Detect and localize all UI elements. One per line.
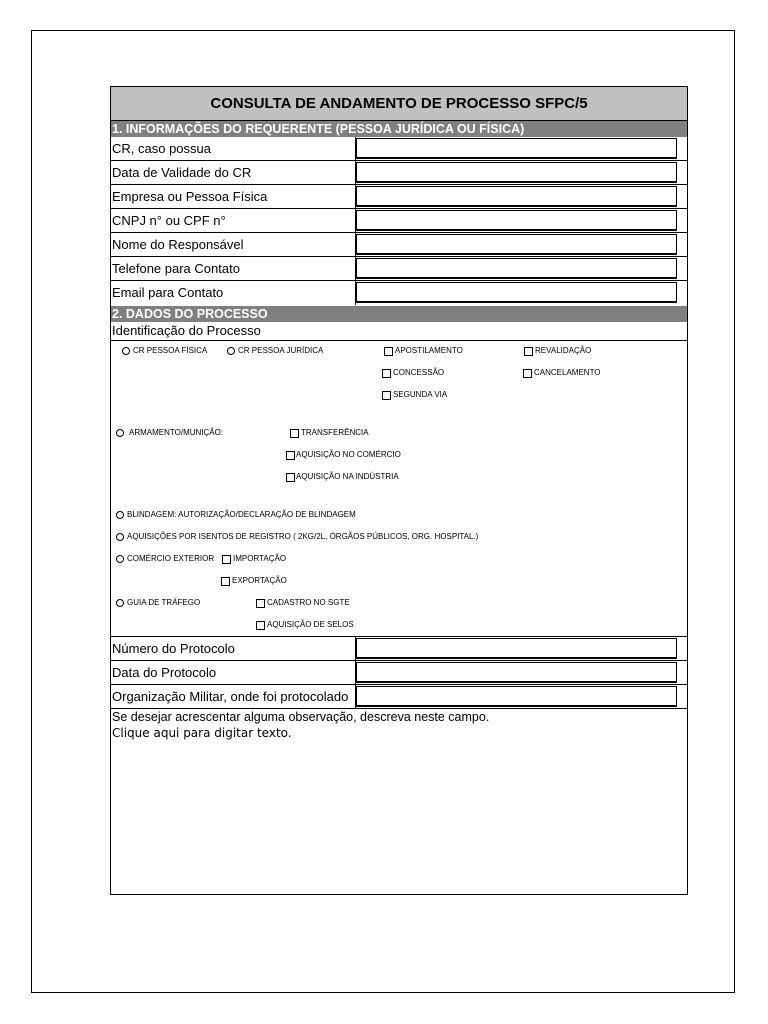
identification-label: Identificação do Processo	[112, 323, 261, 338]
form-title: CONSULTA DE ANDAMENTO DE PROCESSO SFPC/5	[111, 87, 687, 121]
option-label: SEGUNDA VIA	[393, 390, 448, 399]
radio-icon[interactable]	[227, 347, 235, 355]
option-cadastro-sgte[interactable]	[256, 598, 350, 608]
section-2-heading: 2. DADOS DO PROCESSO	[111, 306, 687, 322]
observation-instruction: Se desejar acrescentar alguma observação, descreva neste campo.	[112, 710, 490, 724]
option-label: BLINDAGEM: AUTORIZAÇÃO/DECLARAÇÃO DE BLINDAGEM	[127, 510, 356, 519]
checkbox-icon[interactable]	[382, 391, 391, 400]
option-label: CR PESSOA FÍSICA	[133, 346, 208, 355]
field-row-email	[111, 281, 687, 305]
protocol-date-input[interactable]	[356, 662, 677, 683]
option-cr-pessoa-juridica[interactable]	[227, 346, 323, 356]
option-armamento-municao[interactable]	[116, 428, 223, 438]
protocol-date-label: Data do Protocolo	[112, 665, 217, 680]
email-input[interactable]	[356, 282, 677, 303]
field-row-responsible	[111, 233, 687, 257]
option-label: EXPORTAÇÃO	[232, 576, 287, 585]
option-label: AQUISIÇÕES POR ISENTOS DE REGISTRO ( 2KG/2L, ÓRGÃOS PÚBLICOS, ORG. HOSPITAL.)	[127, 532, 479, 541]
checkbox-icon[interactable]	[524, 347, 533, 356]
email-label: Email para Contato	[112, 285, 224, 300]
option-transferencia[interactable]	[290, 428, 369, 438]
radio-icon[interactable]	[116, 533, 124, 541]
radio-icon[interactable]	[116, 429, 124, 437]
checkbox-icon[interactable]	[290, 429, 299, 438]
option-label: AQUISIÇÃO NA INDÚSTRIA	[296, 472, 399, 481]
cnpj-cpf-input[interactable]	[356, 210, 677, 231]
checkbox-icon[interactable]	[384, 347, 393, 356]
divider	[111, 340, 687, 341]
option-aquisicao-industria[interactable]	[286, 472, 399, 482]
option-label: APOSTILAMENTO	[395, 346, 463, 355]
radio-icon[interactable]	[116, 511, 124, 519]
option-aquisicao-selos[interactable]	[256, 620, 354, 630]
responsible-input[interactable]	[356, 234, 677, 255]
option-label: CR PESSOA JURÍDICA	[238, 346, 324, 355]
option-aquisicao-comercio[interactable]	[286, 450, 401, 460]
option-label: CADASTRO NO SGTE	[267, 598, 350, 607]
phone-label: Telefone para Contato	[112, 261, 240, 276]
option-concessao[interactable]	[382, 368, 444, 378]
option-label: CONCESSÃO	[393, 368, 445, 377]
protocol-number-input[interactable]	[356, 638, 677, 659]
option-aquisicoes-isentos[interactable]	[116, 532, 478, 542]
cnpj-cpf-label: CNPJ n° ou CPF n°	[112, 213, 226, 228]
option-importacao[interactable]	[222, 554, 286, 564]
field-row-military-org	[111, 685, 687, 709]
option-exportacao[interactable]	[221, 576, 287, 586]
checkbox-icon[interactable]	[286, 473, 295, 482]
cr-label: CR, caso possua	[112, 141, 211, 156]
observation-field[interactable]	[111, 709, 687, 894]
option-cancelamento[interactable]	[523, 368, 601, 378]
checkbox-icon[interactable]	[256, 599, 265, 608]
military-org-label: Organização Militar, onde foi protocolado	[112, 689, 349, 704]
field-row-company	[111, 185, 687, 209]
checkbox-icon[interactable]	[221, 577, 230, 586]
protocol-number-label: Número do Protocolo	[112, 641, 235, 656]
phone-input[interactable]	[356, 258, 677, 279]
field-row-cnpj-cpf	[111, 209, 687, 233]
radio-icon[interactable]	[116, 555, 124, 563]
option-label: REVALIDAÇÃO	[535, 346, 592, 355]
field-row-phone	[111, 257, 687, 281]
radio-icon[interactable]	[116, 599, 124, 607]
option-label: ARMAMENTO/MUNIÇÃO:	[129, 428, 224, 437]
option-label: GUIA DE TRÁFEGO	[127, 598, 201, 607]
option-guia-trafego[interactable]	[116, 598, 200, 608]
section-1-heading: 1. INFORMAÇÕES DO REQUERENTE (PESSOA JURÍDICA OU FÍSICA)	[111, 121, 687, 137]
option-blindagem[interactable]	[116, 510, 356, 520]
option-label: CANCELAMENTO	[534, 368, 601, 377]
option-segunda-via[interactable]	[382, 390, 447, 400]
option-label: COMÉRCIO EXTERIOR	[127, 554, 215, 563]
company-label: Empresa ou Pessoa Física	[112, 189, 268, 204]
field-row-cr-validity	[111, 161, 687, 185]
option-comercio-exterior[interactable]	[116, 554, 214, 564]
field-row-cr	[111, 137, 687, 161]
checkbox-icon[interactable]	[286, 451, 295, 460]
cr-input[interactable]	[356, 138, 677, 159]
option-revalidacao[interactable]	[524, 346, 591, 356]
field-row-protocol-number	[111, 637, 687, 661]
field-row-protocol-date	[111, 661, 687, 685]
option-cr-pessoa-fisica[interactable]	[122, 346, 207, 356]
observation-placeholder[interactable]: Clique aqui para digitar texto.	[112, 726, 292, 740]
option-apostilamento[interactable]	[384, 346, 463, 356]
option-label: AQUISIÇÃO NO COMÉRCIO	[296, 450, 401, 459]
process-inquiry-form	[110, 86, 688, 895]
checkbox-icon[interactable]	[382, 369, 391, 378]
option-label: TRANSFERÊNCIA	[301, 428, 369, 437]
radio-icon[interactable]	[122, 347, 130, 355]
cr-validity-input[interactable]	[356, 162, 677, 183]
cr-validity-label: Data de Validade do CR	[112, 165, 252, 180]
company-input[interactable]	[356, 186, 677, 207]
option-label: IMPORTAÇÃO	[233, 554, 287, 563]
responsible-label: Nome do Responsável	[112, 237, 244, 252]
checkbox-icon[interactable]	[222, 555, 231, 564]
option-label: AQUISIÇÃO DE SELOS	[267, 620, 354, 629]
military-org-input[interactable]	[356, 686, 677, 707]
checkbox-icon[interactable]	[256, 621, 265, 630]
checkbox-icon[interactable]	[523, 369, 532, 378]
